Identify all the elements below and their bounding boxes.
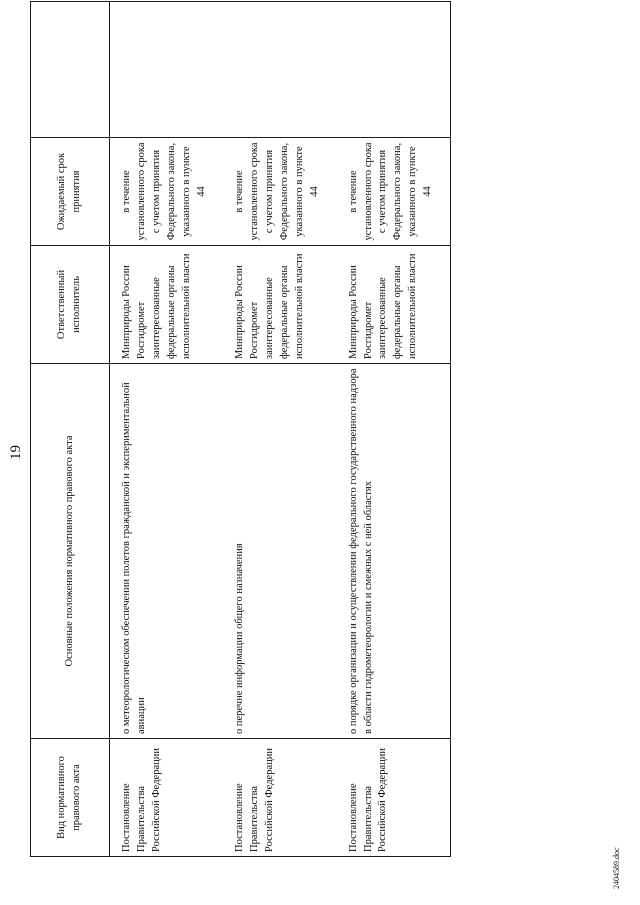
cell-act-kind: Постановление Правительства Российской Федерации [337, 739, 451, 857]
document-code: 2404589.doc [612, 847, 621, 889]
legal-acts-table [30, 1, 451, 857]
table-row [223, 2, 336, 857]
page-number: 19 [8, 445, 24, 460]
cell-blank [110, 2, 224, 138]
cell-provisions: о порядке организации и осуществлении федерального государственного надзора в области гидрометеорологии и смежных с ней областях [337, 364, 451, 739]
header-provisions: Основные положения нормативного правового акта [31, 364, 110, 739]
header-term: Ожидаемый срок принятия [31, 138, 110, 246]
cell-executor: Минприроды России Росгидромет заинтересованные федеральные органы исполнительной власти [337, 246, 451, 364]
cell-act-kind: Постановление Правительства Российской Федерации [223, 739, 336, 857]
cell-provisions: о метеорологическом обеспечении полетов гражданской и экспериментальной авиации [110, 364, 224, 739]
cell-act-kind: Постановление Правительства Российской Федерации [110, 739, 224, 857]
cell-provisions: о перечне информации общего назначения [223, 364, 336, 739]
cell-term: в течение установленного срока с учетом принятия Федерального закона, указанного в пункте 44 [223, 138, 336, 246]
header-blank [31, 2, 110, 138]
header-executor: Ответственный исполнитель [31, 246, 110, 364]
cell-blank [223, 2, 336, 138]
header-act-kind: Вид нормативного правового акта [31, 739, 110, 857]
table-header-row [31, 2, 110, 857]
cell-executor: Минприроды России Росгидромет заинтересованные федеральные органы исполнительной власти [223, 246, 336, 364]
cell-term: в течение установленного срока с учетом принятия Федерального закона, указанного в пункте 44 [337, 138, 451, 246]
table-row [110, 2, 224, 857]
cell-executor: Минприроды России Росгидромет заинтересованные федеральные органы исполнительной власти [110, 246, 224, 364]
cell-blank [337, 2, 451, 138]
table-row [337, 2, 451, 857]
cell-term: в течение установленного срока с учетом принятия Федерального закона, указанного в пункте 44 [110, 138, 224, 246]
